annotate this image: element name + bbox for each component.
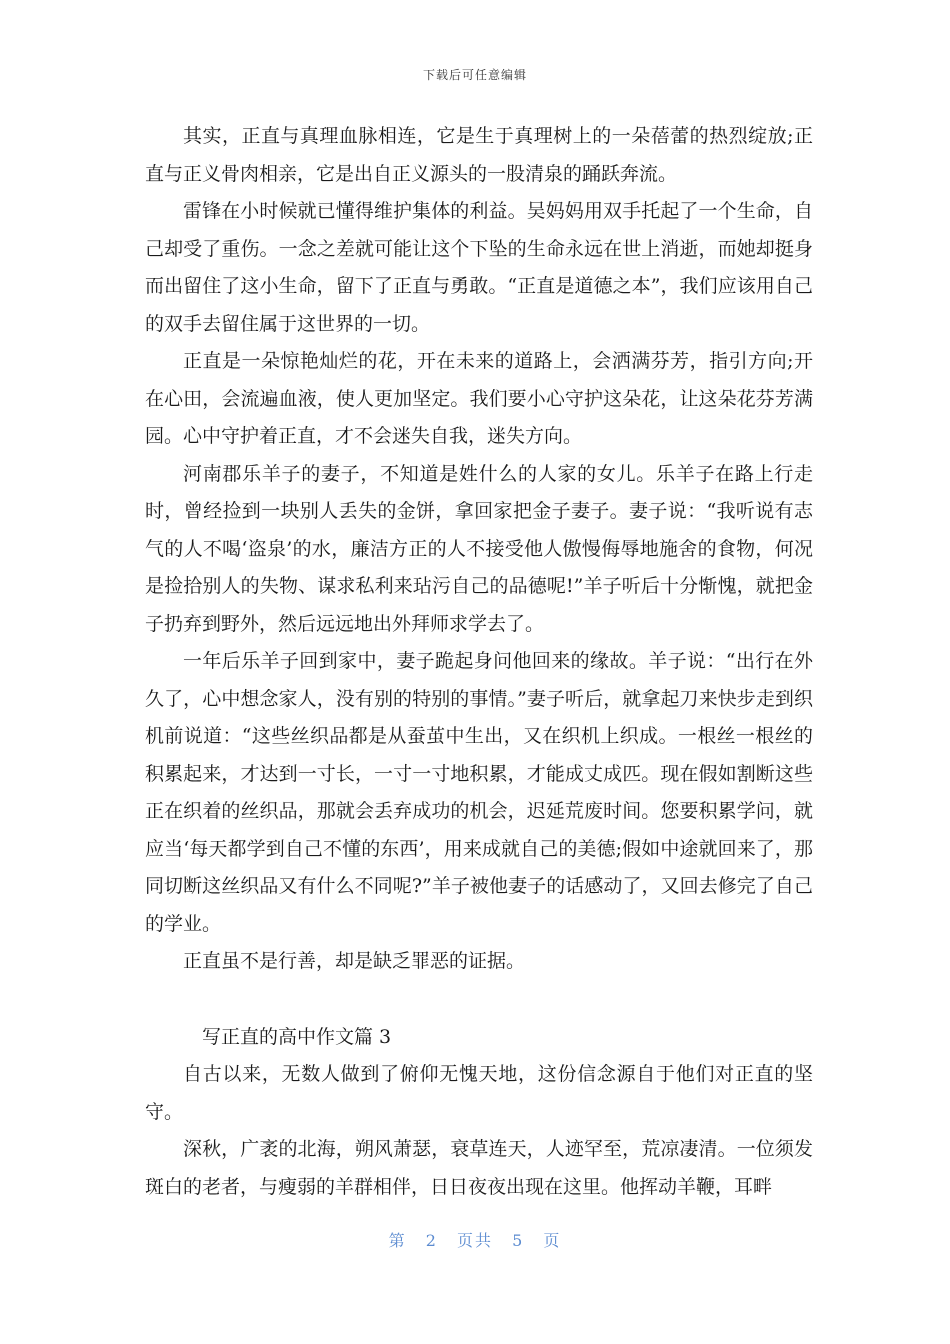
section-title: 写正直的高中作文篇 3	[202, 1025, 392, 1048]
paragraph-3: 正直是一朵惊艳灿烂的花，开在未来的道路上，会洒满芬芳，指引方向;开在心田，会流遍血液，使人更加坚定。我们要小心守护这朵花，让这朵花芬芳满园。心中守护着正直，才不会迷失自我，迷失方向。	[145, 350, 813, 447]
paragraph-4: 河南郡乐羊子的妻子，不知道是姓什么的人家的女儿。乐羊子在路上行走时，曾经捡到一块别人丢失的金饼，拿回家把金子妻子。妻子说：“我听说有志气的人不喝‘盗泉’的水，廉洁方正的人不接受他人傲慢侮辱地施舍的食物，何况是捡拾别人的失物、谋求私利来玷污自己的品德呢!”羊子听后十分惭愧，就把金子扔弃到野外，然后远远地出外拜师求学去了。	[145, 462, 813, 635]
paragraph-6: 正直虽不是行善，却是缺乏罪恶的证据。	[183, 950, 526, 972]
footer-label-of: 页共	[456, 1231, 493, 1250]
page-footer	[0, 1228, 950, 1251]
footer-label-page: 第	[388, 1231, 407, 1250]
paragraph-1: 其实，正直与真理血脉相连，它是生于真理树上的一朵蓓蕾的热烈绽放;正直与正义骨肉相亲，它是出自正义源头的一股清泉的踊跃奔流。	[145, 125, 813, 185]
footer-total-pages: 5	[512, 1231, 525, 1250]
paragraph-5: 一年后乐羊子回到家中，妻子跪起身问他回来的缘故。羊子说：“出行在外久了，心中想念家人，没有别的特别的事情。”妻子听后，就拿起刀来快步走到织机前说道：“这些丝织品都是从蚕茧中生出，又在织机上织成。一根丝一根丝的积累起来，才达到一寸长，一寸一寸地积累，才能成丈成匹。现在假如割断这些正在织着的丝织品，那就会丢弃成功的机会，迟延荒废时间。您要积累学问，就应当‘每天都学到自己不懂的东西’，用来成就自己的美德;假如中途就回来了，那同切断这丝织品又有什么不同呢?”羊子被他妻子的话感动了，又回去修完了自己的学业。	[145, 650, 813, 935]
page-header: 下载后可任意编辑	[422, 68, 527, 82]
section-paragraph-1: 自古以来，无数人做到了俯仰无愧天地，这份信念源自于他们对正直的坚守。	[145, 1063, 813, 1123]
footer-label-end: 页	[543, 1231, 562, 1250]
paragraph-2: 雷锋在小时候就已懂得维护集体的利益。吴妈妈用双手托起了一个生命，自己却受了重伤。一念之差就可能让这个下坠的生命永远在世上消逝，而她却挺身而出留住了这小生命，留下了正直与勇敢。“正直是道德之本”，我们应该用自己的双手去留住属于这世界的一切。	[145, 200, 813, 335]
footer-current-page: 2	[425, 1231, 438, 1250]
section-paragraph-2: 深秋，广袤的北海，朔风萧瑟，衰草连天，人迹罕至，荒凉凄清。一位须发斑白的老者，与瘦弱的羊群相伴，日日夜夜出现在这里。他挥动羊鞭，耳畔	[145, 1138, 813, 1198]
document-body	[145, 118, 813, 1206]
section-spacer	[145, 981, 813, 1019]
